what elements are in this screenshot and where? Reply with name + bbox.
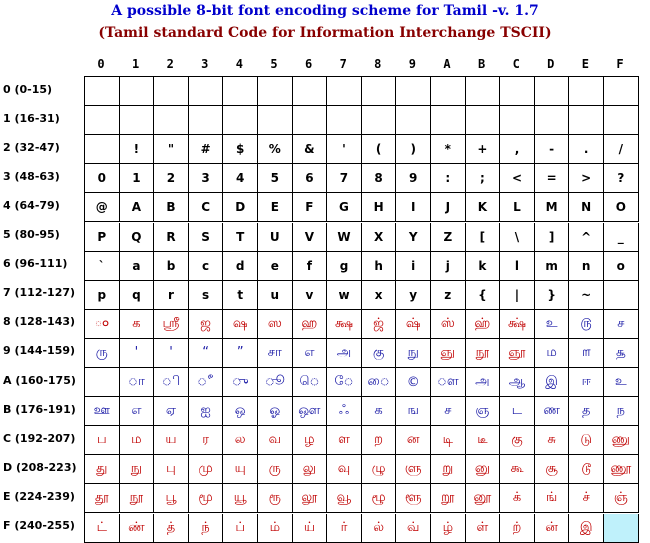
table-cell: ண் <box>120 514 155 543</box>
table-cell: : <box>431 164 466 193</box>
table-cell: b <box>154 252 189 281</box>
table-cell: ஸ <box>258 310 293 339</box>
table-cell: ரு <box>258 455 293 484</box>
table-cell: | <box>500 281 535 310</box>
table-cell: D <box>223 193 258 222</box>
table-cell: ; <box>466 164 501 193</box>
table-cell: டூ <box>569 455 604 484</box>
table-cell: ச <box>431 397 466 426</box>
table-cell: F <box>293 193 328 222</box>
table-cell: / <box>604 135 639 164</box>
table-cell: லு <box>293 455 328 484</box>
table-cell <box>535 106 570 135</box>
table-cell: ெ <box>293 368 328 397</box>
table-cell: M <box>535 193 570 222</box>
table-cell: அ <box>466 368 501 397</box>
table-cell: O <box>604 193 639 222</box>
table-cell: & <box>293 135 328 164</box>
table-cell <box>362 77 397 106</box>
table-cell <box>85 77 120 106</box>
table-cell: ச் <box>569 484 604 513</box>
row-header: 1 (16-31) <box>3 111 60 125</box>
table-cell: 3 <box>189 164 224 193</box>
table-cell: 4 <box>223 164 258 193</box>
table-cell: னூ <box>466 484 501 513</box>
table-cell: ம <box>120 426 155 455</box>
table-cell: 8 <box>362 164 397 193</box>
table-cell: றூ <box>431 484 466 513</box>
table-cell: ா <box>120 368 155 397</box>
table-cell <box>466 77 501 106</box>
table-cell <box>258 77 293 106</box>
table-cell: ணூ <box>604 455 639 484</box>
table-cell: = <box>535 164 570 193</box>
table-cell: ஜ <box>189 310 224 339</box>
table-cell <box>500 106 535 135</box>
table-cell: ' <box>154 339 189 368</box>
table-cell <box>223 106 258 135</box>
table-cell: சு <box>535 426 570 455</box>
table-cell: ங <box>396 397 431 426</box>
table-cell: 1 <box>120 164 155 193</box>
row-header: 0 (0-15) <box>3 82 53 96</box>
table-cell: லூ <box>293 484 328 513</box>
column-header: 6 <box>304 57 313 71</box>
table-cell: ஒ <box>223 397 258 426</box>
table-cell: பூ <box>154 484 189 513</box>
column-header: 0 <box>97 57 105 71</box>
table-cell: c <box>189 252 224 281</box>
table-cell <box>189 106 224 135</box>
table-cell: யு <box>223 455 258 484</box>
table-cell: ஸ்ரீ <box>154 310 189 339</box>
table-cell: o <box>604 252 639 281</box>
table-cell: ன் <box>535 514 570 543</box>
table-cell: ம <box>535 339 570 368</box>
table-cell: ஸ் <box>431 310 466 339</box>
table-cell: ஞ <box>466 397 501 426</box>
table-cell <box>258 106 293 135</box>
table-cell: P <box>85 223 120 252</box>
table-cell: நு <box>120 455 155 484</box>
table-cell: ரு <box>85 339 120 368</box>
table-cell: g <box>327 252 362 281</box>
table-cell: ழு <box>362 455 397 484</box>
table-cell: ஞ் <box>604 484 639 513</box>
table-cell: } <box>535 281 570 310</box>
table-cell: # <box>189 135 224 164</box>
table-cell: I <box>396 193 431 222</box>
table-cell: 2 <box>154 164 189 193</box>
table-cell <box>85 135 120 164</box>
table-cell: ஞூ <box>500 339 535 368</box>
table-cell: J <box>431 193 466 222</box>
table-cell: r <box>154 281 189 310</box>
table-cell <box>535 77 570 106</box>
table-cell: G <box>327 193 362 222</box>
table-cell <box>293 77 328 106</box>
table-cell: 9 <box>396 164 431 193</box>
table-cell: ூ <box>258 368 293 397</box>
table-cell: u <box>258 281 293 310</box>
table-cell: ங் <box>535 484 570 513</box>
table-cell: \ <box>500 223 535 252</box>
page-subtitle: (Tamil standard Code for Information Interchange TSCII) <box>98 25 552 41</box>
table-cell: { <box>466 281 501 310</box>
table-cell <box>569 77 604 106</box>
column-header: F <box>616 57 624 71</box>
table-cell: த் <box>154 514 189 543</box>
table-cell: ரூ <box>258 484 293 513</box>
table-cell: ல <box>223 426 258 455</box>
row-header: 6 (96-111) <box>3 257 68 271</box>
table-cell: w <box>327 281 362 310</box>
table-cell: N <box>569 193 604 222</box>
page-title: A possible 8-bit font encoding scheme for Tamil -v. 1.7 <box>111 3 539 19</box>
table-cell: நூ <box>466 339 501 368</box>
column-header: D <box>547 57 555 71</box>
table-cell: x <box>362 281 397 310</box>
column-header: 1 <box>131 57 140 71</box>
table-cell <box>466 106 501 135</box>
table-cell: ச <box>604 310 639 339</box>
table-cell: ஆ <box>500 368 535 397</box>
table-cell: மு <box>189 455 224 484</box>
table-cell <box>327 106 362 135</box>
table-cell: 7 <box>327 164 362 193</box>
table-cell <box>431 77 466 106</box>
table-cell <box>431 106 466 135</box>
table-cell: சூ <box>535 455 570 484</box>
table-cell: ளூ <box>396 484 431 513</box>
table-cell: ஈ <box>569 368 604 397</box>
table-cell: ஷ் <box>396 310 431 339</box>
table-cell: டீ <box>466 426 501 455</box>
table-cell: W <box>327 223 362 252</box>
row-header: 3 (48-63) <box>3 169 60 183</box>
table-cell: K <box>466 193 501 222</box>
column-header: A <box>443 57 451 71</box>
table-cell <box>604 281 639 310</box>
table-cell: L <box>500 193 535 222</box>
table-cell: ' <box>327 135 362 164</box>
encoding-table <box>84 76 639 543</box>
table-cell: கு <box>362 339 397 368</box>
table-cell: Z <box>431 223 466 252</box>
table-cell: ? <box>604 164 639 193</box>
table-cell: @ <box>85 193 120 222</box>
table-cell <box>362 106 397 135</box>
table-cell <box>604 77 639 106</box>
table-cell: ண <box>535 397 570 426</box>
table-cell <box>396 77 431 106</box>
table-cell: ே <box>327 368 362 397</box>
row-header: F (240-255) <box>3 519 75 533</box>
table-cell: யூ <box>223 484 258 513</box>
table-cell: த <box>569 397 604 426</box>
table-cell: a <box>120 252 155 281</box>
table-cell: வு <box>327 455 362 484</box>
table-cell: R <box>154 223 189 252</box>
column-header: 2 <box>166 57 174 71</box>
table-cell: . <box>569 135 604 164</box>
table-cell: ௲ <box>604 339 639 368</box>
table-cell: வ் <box>396 514 431 543</box>
table-cell: V <box>293 223 328 252</box>
table-cell: 0 <box>85 164 120 193</box>
table-cell: X <box>362 223 397 252</box>
table-cell: ஜ் <box>362 310 397 339</box>
table-cell: ற் <box>500 514 535 543</box>
table-cell: க <box>120 310 155 339</box>
table-cell <box>189 77 224 106</box>
table-cell: ம் <box>258 514 293 543</box>
table-cell <box>85 106 120 135</box>
table-cell: - <box>535 135 570 164</box>
table-cell: ன <box>396 426 431 455</box>
table-cell: [ <box>466 223 501 252</box>
table-cell: ௗ <box>431 368 466 397</box>
table-cell: 5 <box>258 164 293 193</box>
table-cell: னு <box>466 455 501 484</box>
table-cell: இ <box>535 368 570 397</box>
table-cell: t <box>223 281 258 310</box>
table-cell: நு <box>396 339 431 368</box>
table-cell: v <box>293 281 328 310</box>
table-cell: ” <box>223 339 258 368</box>
table-cell: n <box>569 252 604 281</box>
table-cell: ர <box>189 426 224 455</box>
table-cell <box>604 514 639 543</box>
table-cell: y <box>396 281 431 310</box>
row-header: D (208-223) <box>3 460 77 474</box>
table-cell: f <box>293 252 328 281</box>
column-header: 7 <box>339 57 347 71</box>
column-header: 5 <box>270 57 278 71</box>
table-cell: று <box>431 455 466 484</box>
table-cell: ழூ <box>362 484 397 513</box>
table-cell: ள <box>327 426 362 455</box>
table-cell: ' <box>120 339 155 368</box>
table-cell: ற <box>362 426 397 455</box>
table-cell: © <box>396 368 431 397</box>
column-header: 3 <box>201 57 209 71</box>
table-cell: H <box>362 193 397 222</box>
table-cell <box>396 106 431 135</box>
row-header: 2 (32-47) <box>3 140 60 154</box>
table-cell: ^ <box>569 223 604 252</box>
table-cell: அ <box>327 339 362 368</box>
table-cell <box>154 77 189 106</box>
table-cell: வ <box>258 426 293 455</box>
table-cell: எ <box>293 339 328 368</box>
table-cell: h <box>362 252 397 281</box>
row-header: B (176-191) <box>3 402 76 416</box>
table-cell: , <box>500 135 535 164</box>
table-cell: > <box>569 164 604 193</box>
row-header: 7 (112-127) <box>3 286 76 300</box>
table-cell: * <box>431 135 466 164</box>
table-cell: சா <box>258 339 293 368</box>
row-header: 4 (64-79) <box>3 198 60 212</box>
table-cell: ஹ் <box>466 310 501 339</box>
table-cell: S <box>189 223 224 252</box>
table-cell: இ <box>569 514 604 543</box>
table-cell: மூ <box>189 484 224 513</box>
table-cell <box>85 368 120 397</box>
table-cell: q <box>120 281 155 310</box>
table-cell: ஊ <box>85 397 120 426</box>
table-cell <box>569 106 604 135</box>
table-cell <box>604 106 639 135</box>
table-cell: கு <box>500 426 535 455</box>
table-cell: ப் <box>223 514 258 543</box>
table-cell: ு <box>223 368 258 397</box>
table-cell: ல் <box>362 514 397 543</box>
table-cell: s <box>189 281 224 310</box>
table-cell: து <box>85 455 120 484</box>
row-header: 9 (144-159) <box>3 344 76 358</box>
table-cell: ஔ <box>293 397 328 426</box>
table-cell: ய <box>154 426 189 455</box>
table-cell <box>154 106 189 135</box>
table-cell: ] <box>535 223 570 252</box>
table-cell: ந் <box>189 514 224 543</box>
table-cell: ர் <box>327 514 362 543</box>
table-cell: க் <box>500 484 535 513</box>
table-cell: ` <box>85 252 120 281</box>
table-cell: க்ஷ் <box>500 310 535 339</box>
table-cell: ை <box>362 368 397 397</box>
table-cell <box>500 77 535 106</box>
table-cell: k <box>466 252 501 281</box>
table-cell: C <box>189 193 224 222</box>
table-cell: ~ <box>569 281 604 310</box>
table-cell: ள் <box>466 514 501 543</box>
table-cell: ௫ <box>569 310 604 339</box>
table-cell <box>327 77 362 106</box>
table-cell: ி <box>154 368 189 397</box>
table-cell <box>120 77 155 106</box>
table-cell: ணு <box>604 426 639 455</box>
table-cell: Y <box>396 223 431 252</box>
table-cell <box>293 106 328 135</box>
table-cell: " <box>154 135 189 164</box>
table-cell: ௱ <box>569 339 604 368</box>
table-cell: ஏ <box>154 397 189 426</box>
table-cell: m <box>535 252 570 281</box>
table-cell: தூ <box>85 484 120 513</box>
table-cell: உ <box>604 368 639 397</box>
table-cell: ஞு <box>431 339 466 368</box>
table-cell: ( <box>362 135 397 164</box>
table-cell: $ <box>223 135 258 164</box>
table-cell: ட <box>500 397 535 426</box>
table-cell <box>120 106 155 135</box>
row-header: C (192-207) <box>3 431 76 445</box>
table-cell: உ <box>535 310 570 339</box>
table-cell: ட் <box>85 514 120 543</box>
table-cell: வூ <box>327 484 362 513</box>
table-cell: B <box>154 193 189 222</box>
column-header: E <box>581 57 589 71</box>
table-cell: p <box>85 281 120 310</box>
table-cell: க்ஷ <box>327 310 362 339</box>
table-cell: ஐ <box>189 397 224 426</box>
table-cell: ீ <box>189 368 224 397</box>
table-cell: z <box>431 281 466 310</box>
column-header: 4 <box>235 57 243 71</box>
table-cell: A <box>120 193 155 222</box>
table-cell: ஓ <box>258 397 293 426</box>
table-cell: _ <box>604 223 639 252</box>
table-cell: ழ் <box>431 514 466 543</box>
table-cell: 6 <box>293 164 328 193</box>
table-cell: Q <box>120 223 155 252</box>
table-cell: ం <box>85 310 120 339</box>
table-cell: க <box>362 397 397 426</box>
row-header: E (224-239) <box>3 489 75 503</box>
table-cell: கூ <box>500 455 535 484</box>
table-cell: j <box>431 252 466 281</box>
table-cell: T <box>223 223 258 252</box>
table-cell: ஹ <box>293 310 328 339</box>
table-cell: ழ <box>293 426 328 455</box>
table-cell: l <box>500 252 535 281</box>
table-cell: டு <box>569 426 604 455</box>
table-cell: ! <box>120 135 155 164</box>
column-header: 8 <box>374 57 382 71</box>
table-cell: % <box>258 135 293 164</box>
row-header: 5 (80-95) <box>3 228 60 242</box>
table-cell: ளு <box>396 455 431 484</box>
column-header: B <box>477 57 486 71</box>
row-header: A (160-175) <box>3 373 76 387</box>
table-cell: டி <box>431 426 466 455</box>
column-header: C <box>512 57 520 71</box>
column-header: 9 <box>408 57 416 71</box>
table-cell: நூ <box>120 484 155 513</box>
table-cell: ஃ <box>327 397 362 426</box>
table-cell: i <box>396 252 431 281</box>
table-cell: < <box>500 164 535 193</box>
table-cell: d <box>223 252 258 281</box>
table-cell: E <box>258 193 293 222</box>
table-cell: + <box>466 135 501 164</box>
table-cell: e <box>258 252 293 281</box>
table-cell: ப <box>85 426 120 455</box>
table-cell: பு <box>154 455 189 484</box>
table-cell: ஷ <box>223 310 258 339</box>
table-cell: “ <box>189 339 224 368</box>
table-cell: ) <box>396 135 431 164</box>
table-cell <box>223 77 258 106</box>
table-cell: எ <box>120 397 155 426</box>
table-cell: U <box>258 223 293 252</box>
table-cell: ய் <box>293 514 328 543</box>
row-header: 8 (128-143) <box>3 315 76 329</box>
table-cell: ந <box>604 397 639 426</box>
